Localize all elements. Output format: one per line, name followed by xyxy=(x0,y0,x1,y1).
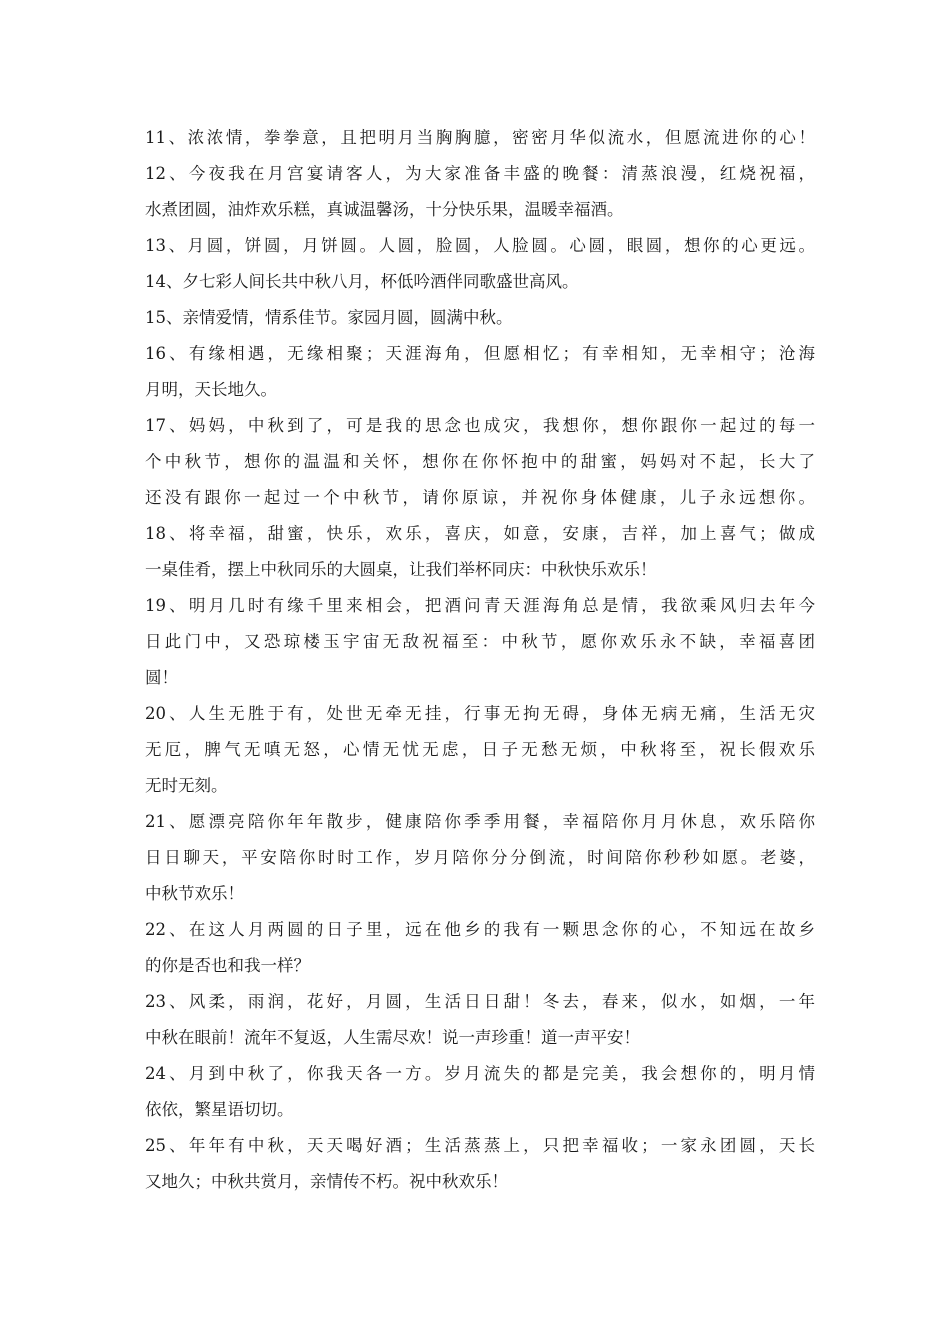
text-line: 21、愿漂亮陪你年年散步，健康陪你季季用餐，幸福陪你月月休息，欢乐陪你 xyxy=(145,812,815,831)
text-line: 16、有缘相遇，无缘相聚；天涯海角，但愿相忆；有幸相知，无幸相守；沧海 xyxy=(145,344,815,363)
text-line: 个中秋节，想你的温温和关怀，想你在你怀抱中的甜蜜，妈妈对不起，长大了 xyxy=(145,452,815,471)
text-line: 17、妈妈，中秋到了，可是我的思念也成灾，我想你，想你跟你一起过的每一 xyxy=(145,416,815,435)
text-line: 月明，天长地久。 xyxy=(145,380,277,399)
document-body xyxy=(145,120,815,1200)
text-line: 又地久；中秋共赏月，亲情传不朽。祝中秋欢乐！ xyxy=(145,1172,508,1191)
text-line: 水煮团圆，油炸欢乐糕，真诚温馨汤，十分快乐果，温暖幸福酒。 xyxy=(145,200,624,219)
text-line: 无厄，脾气无嗔无怒，心情无忧无虑，日子无愁无烦，中秋将至，祝长假欢乐 xyxy=(145,740,815,759)
text-line: 22、在这人月两圆的日子里，远在他乡的我有一颗思念你的心，不知远在故乡 xyxy=(145,920,815,939)
text-line: 无时无刻。 xyxy=(145,776,228,795)
text-line: 24、月到中秋了，你我天各一方。岁月流失的都是完美，我会想你的，明月情 xyxy=(145,1064,815,1083)
text-line: 25、年年有中秋，天天喝好酒；生活蒸蒸上，只把幸福收；一家永团圆，天长 xyxy=(145,1136,815,1155)
text-line: 11、浓浓情，拳拳意，且把明月当胸胸臆，密密月华似流水，但愿流进你的心！ xyxy=(145,128,815,147)
text-line: 日此门中，又恐琼楼玉宇宙无敌祝福至：中秋节，愿你欢乐永不缺，幸福喜团 xyxy=(145,632,815,651)
text-line: 依依，繁星语切切。 xyxy=(145,1100,294,1119)
text-line: 19、明月几时有缘千里来相会，把酒问青天涯海角总是情，我欲乘风归去年今 xyxy=(145,596,815,615)
text-line: 一桌佳肴，摆上中秋同乐的大圆桌，让我们举杯同庆：中秋快乐欢乐！ xyxy=(145,560,657,579)
text-line: 中秋节欢乐！ xyxy=(145,884,244,903)
text-line: 14、夕七彩人间长共中秋八月，杯低吟酒伴同歌盛世高风。 xyxy=(145,272,579,291)
text-line: 圆！ xyxy=(145,668,178,687)
text-line: 13、月圆，饼圆，月饼圆。人圆，脸圆，人脸圆。心圆，眼圆，想你的心更远。 xyxy=(145,236,815,255)
text-line: 18、将幸福，甜蜜，快乐，欢乐，喜庆，如意，安康，吉祥，加上喜气；做成 xyxy=(145,524,815,543)
text-line: 15、亲情爱情，情系佳节。家园月圆，圆满中秋。 xyxy=(145,308,513,327)
text-line: 23、风柔，雨润，花好，月圆，生活日日甜！冬去，春来，似水，如烟，一年 xyxy=(145,992,815,1011)
text-line: 中秋在眼前！流年不复返，人生需尽欢！说一声珍重！道一声平安！ xyxy=(145,1028,640,1047)
text-line: 日日聊天，平安陪你时时工作，岁月陪你分分倒流，时间陪你秒秒如愿。老婆， xyxy=(145,848,815,867)
text-line: 12、今夜我在月宫宴请客人，为大家准备丰盛的晚餐：清蒸浪漫，红烧祝福， xyxy=(145,164,815,183)
text-line: 的你是否也和我一样？ xyxy=(145,956,310,975)
text-line: 还没有跟你一起过一个中秋节，请你原谅，并祝你身体健康，儿子永远想你。 xyxy=(145,488,815,507)
text-line: 20、人生无胜于有，处世无牵无挂，行事无拘无碍，身体无病无痛，生活无灾 xyxy=(145,704,815,723)
